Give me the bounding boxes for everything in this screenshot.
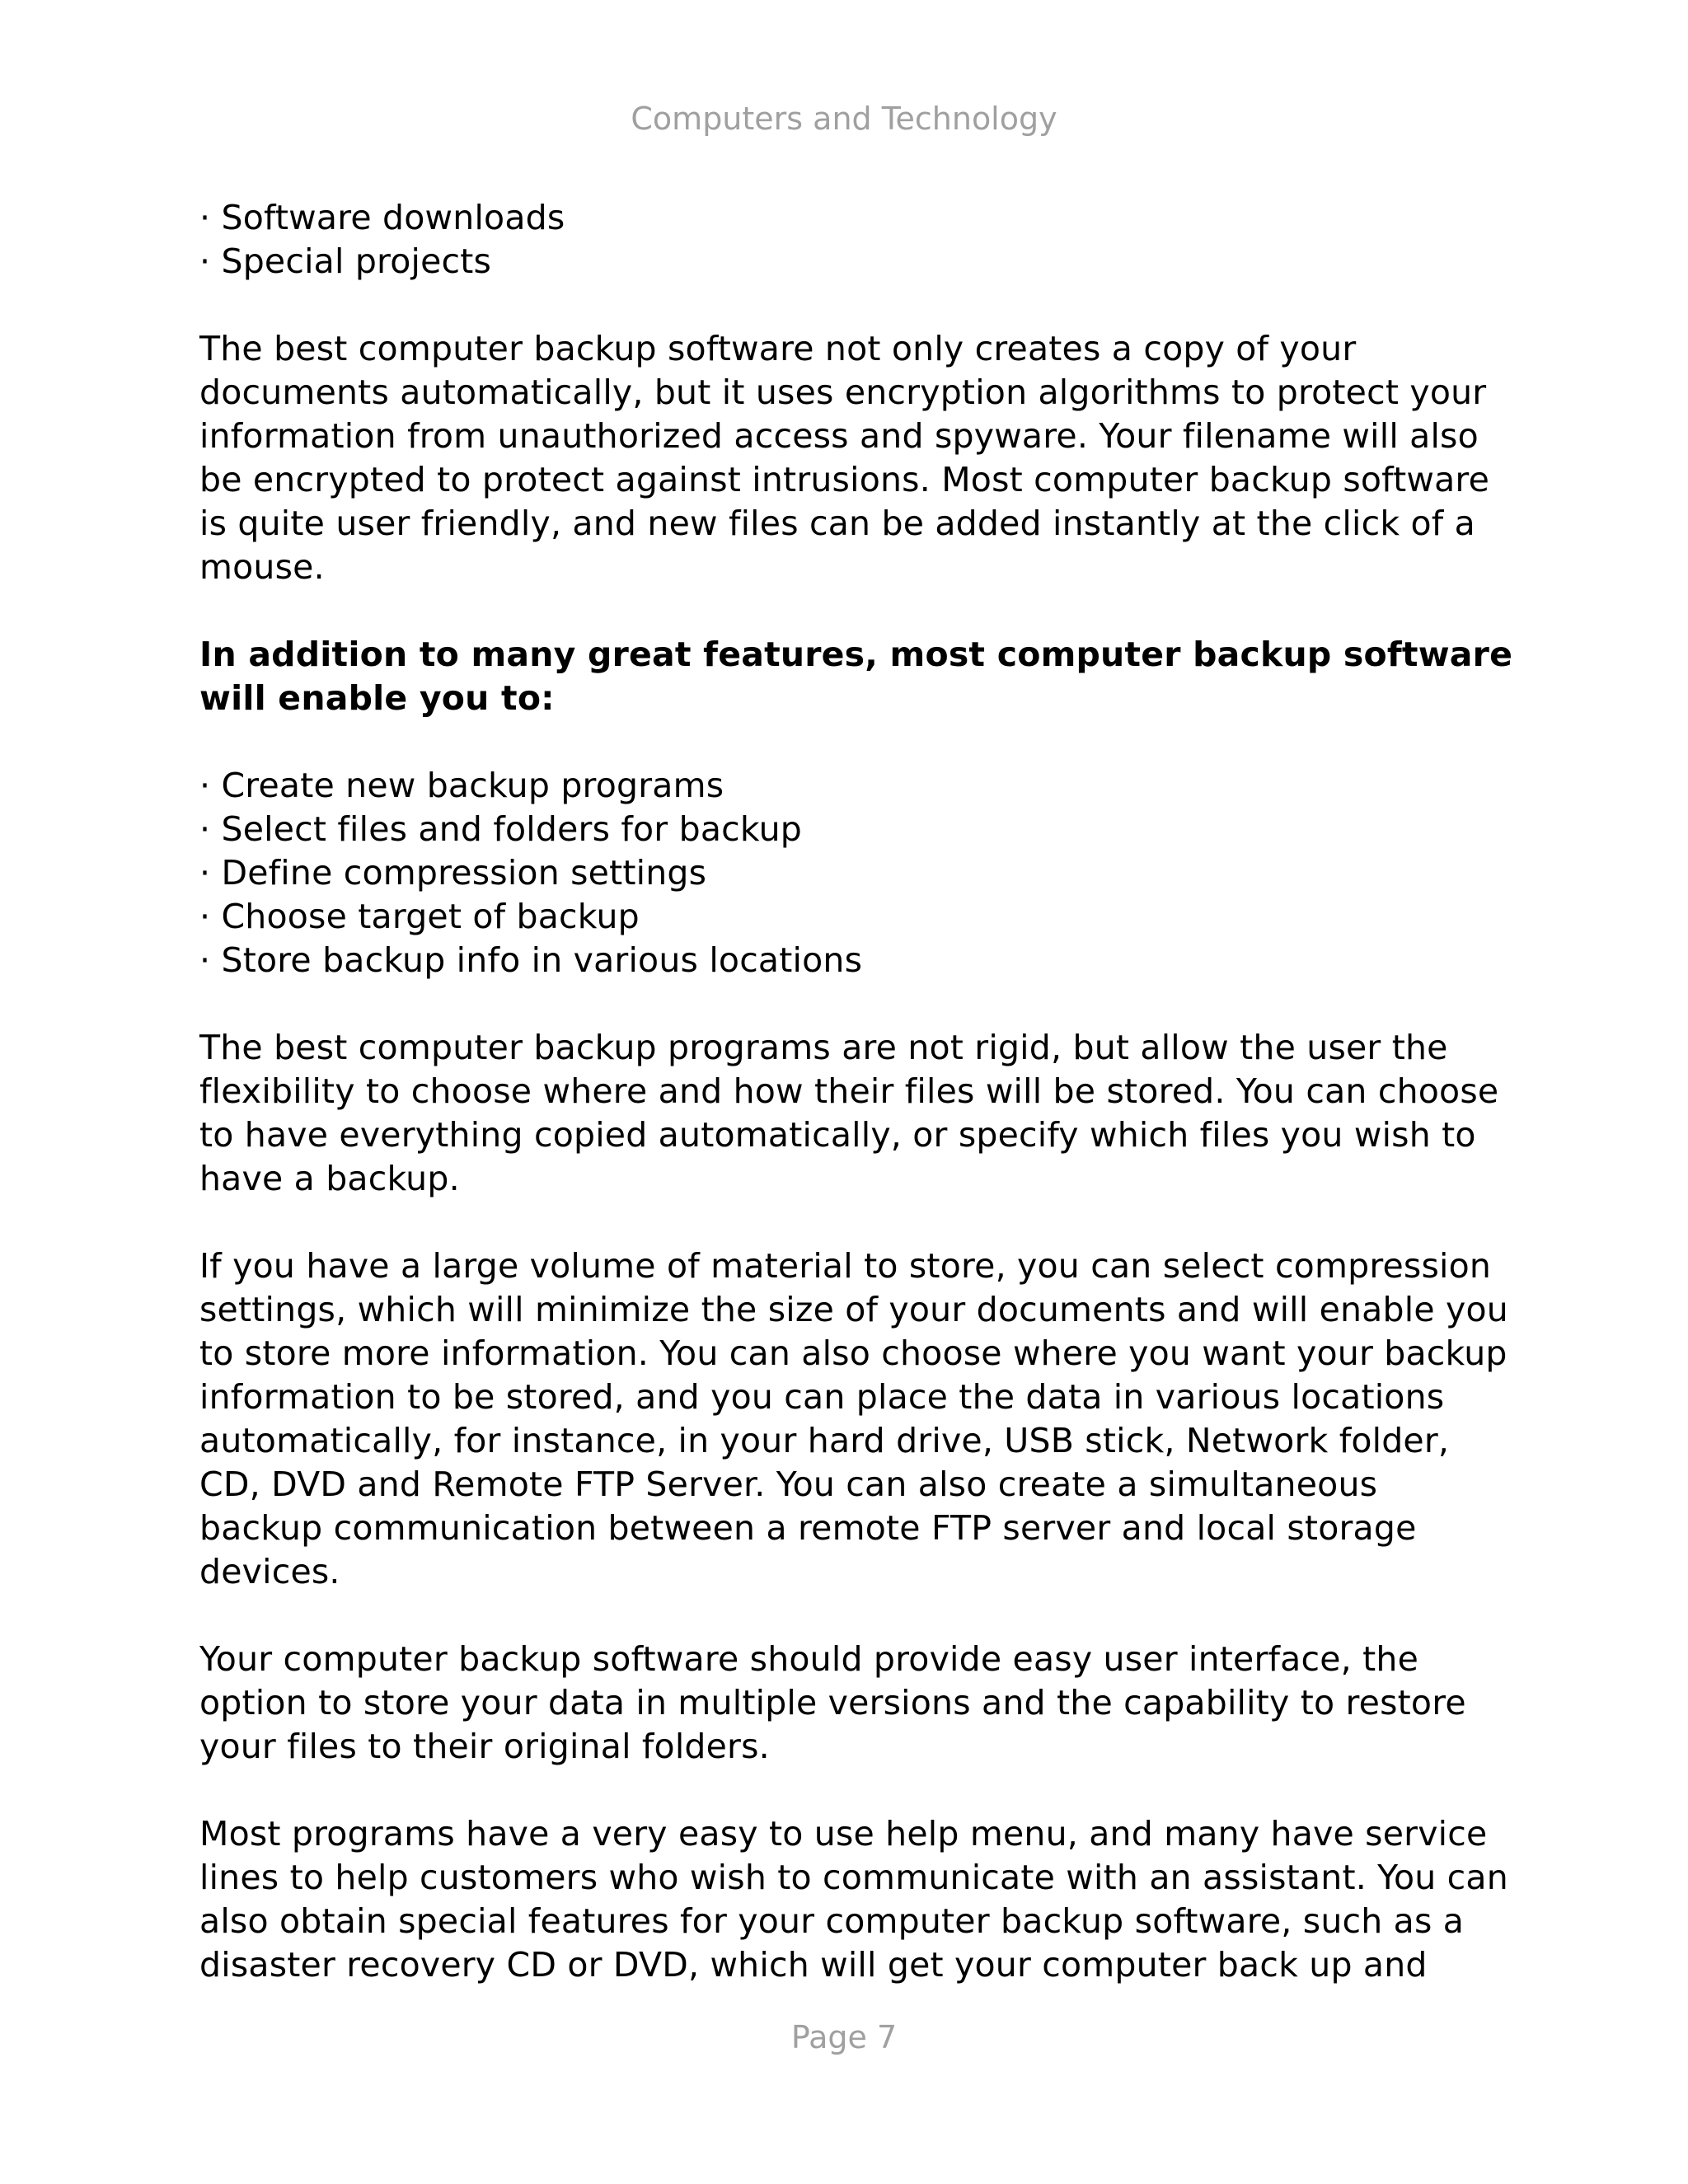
text-line: documents automatically, but it uses encryption algorithms to protect your	[199, 373, 1487, 412]
paragraph-spacer	[199, 1594, 1518, 1638]
text-line: disaster recovery CD or DVD, which will get your computer back up and	[199, 1945, 1428, 1985]
text-line: option to store your data in multiple versions and the capability to restore	[199, 1683, 1466, 1722]
paragraph-encryption	[199, 327, 1518, 589]
text-line: settings, which will minimize the size of your documents and will enable you	[199, 1290, 1508, 1329]
paragraph-spacer	[199, 1769, 1518, 1812]
list-item: · Store backup info in various locations	[199, 940, 863, 980]
paragraph-spacer	[199, 1201, 1518, 1244]
paragraph-flexibility	[199, 1026, 1518, 1201]
list-item: · Special projects	[199, 241, 492, 281]
bold-heading	[199, 633, 1518, 720]
text-line: have a backup.	[199, 1159, 460, 1198]
text-line: to store more information. You can also choose where you want your backup	[199, 1333, 1507, 1373]
heading-line: will enable you to:	[199, 678, 555, 718]
text-line: Your computer backup software should provide easy user interface, the	[199, 1639, 1418, 1679]
paragraph-help	[199, 1812, 1518, 1987]
paragraph-spacer	[199, 982, 1518, 1026]
text-line: your files to their original folders.	[199, 1727, 770, 1766]
text-line: devices.	[199, 1552, 340, 1591]
body-text	[199, 196, 1518, 1987]
heading-line: In addition to many great features, most computer backup software	[199, 635, 1513, 674]
text-line: backup communication between a remote FTP server and local storage	[199, 1508, 1417, 1548]
text-line: The best computer backup software not only creates a copy of your	[199, 329, 1357, 368]
text-line: CD, DVD and Remote FTP Server. You can also create a simultaneous	[199, 1465, 1378, 1504]
features-bullet-list	[199, 764, 1518, 982]
text-line: Most programs have a very easy to use help menu, and many have service	[199, 1814, 1488, 1854]
paragraph-spacer	[199, 589, 1518, 633]
page-number: Page 7	[790, 2019, 898, 2055]
text-line: flexibility to choose where and how their files will be stored. You can choose	[199, 1071, 1499, 1111]
text-line: If you have a large volume of material to store, you can select compression	[199, 1246, 1492, 1286]
text-line: also obtain special features for your computer backup software, such as a	[199, 1901, 1465, 1941]
paragraph-interface	[199, 1638, 1518, 1769]
list-item: · Select files and folders for backup	[199, 809, 802, 849]
paragraph-spacer	[199, 284, 1518, 327]
paragraph-spacer	[199, 720, 1518, 764]
text-line: automatically, for instance, in your hard drive, USB stick, Network folder,	[199, 1421, 1450, 1460]
top-bullet-list	[199, 196, 1518, 284]
list-item: · Choose target of backup	[199, 897, 640, 936]
list-item: · Software downloads	[199, 198, 565, 237]
list-item: · Create new backup programs	[199, 766, 724, 805]
text-line: information to be stored, and you can place the data in various locations	[199, 1377, 1445, 1417]
text-line: information from unauthorized access and spyware. Your filename will also	[199, 416, 1479, 456]
text-line: The best computer backup programs are not rigid, but allow the user the	[199, 1028, 1448, 1067]
text-line: be encrypted to protect against intrusions. Most computer backup software	[199, 460, 1489, 499]
text-line: is quite user friendly, and new files can be added instantly at the click of a	[199, 504, 1475, 543]
text-line: to have everything copied automatically, or specify which files you wish to	[199, 1115, 1476, 1155]
running-header: Computers and Technology	[631, 101, 1057, 137]
text-line: mouse.	[199, 547, 325, 587]
list-item: · Define compression settings	[199, 853, 707, 893]
paragraph-compression	[199, 1244, 1518, 1594]
text-line: lines to help customers who wish to communicate with an assistant. You can	[199, 1858, 1508, 1897]
